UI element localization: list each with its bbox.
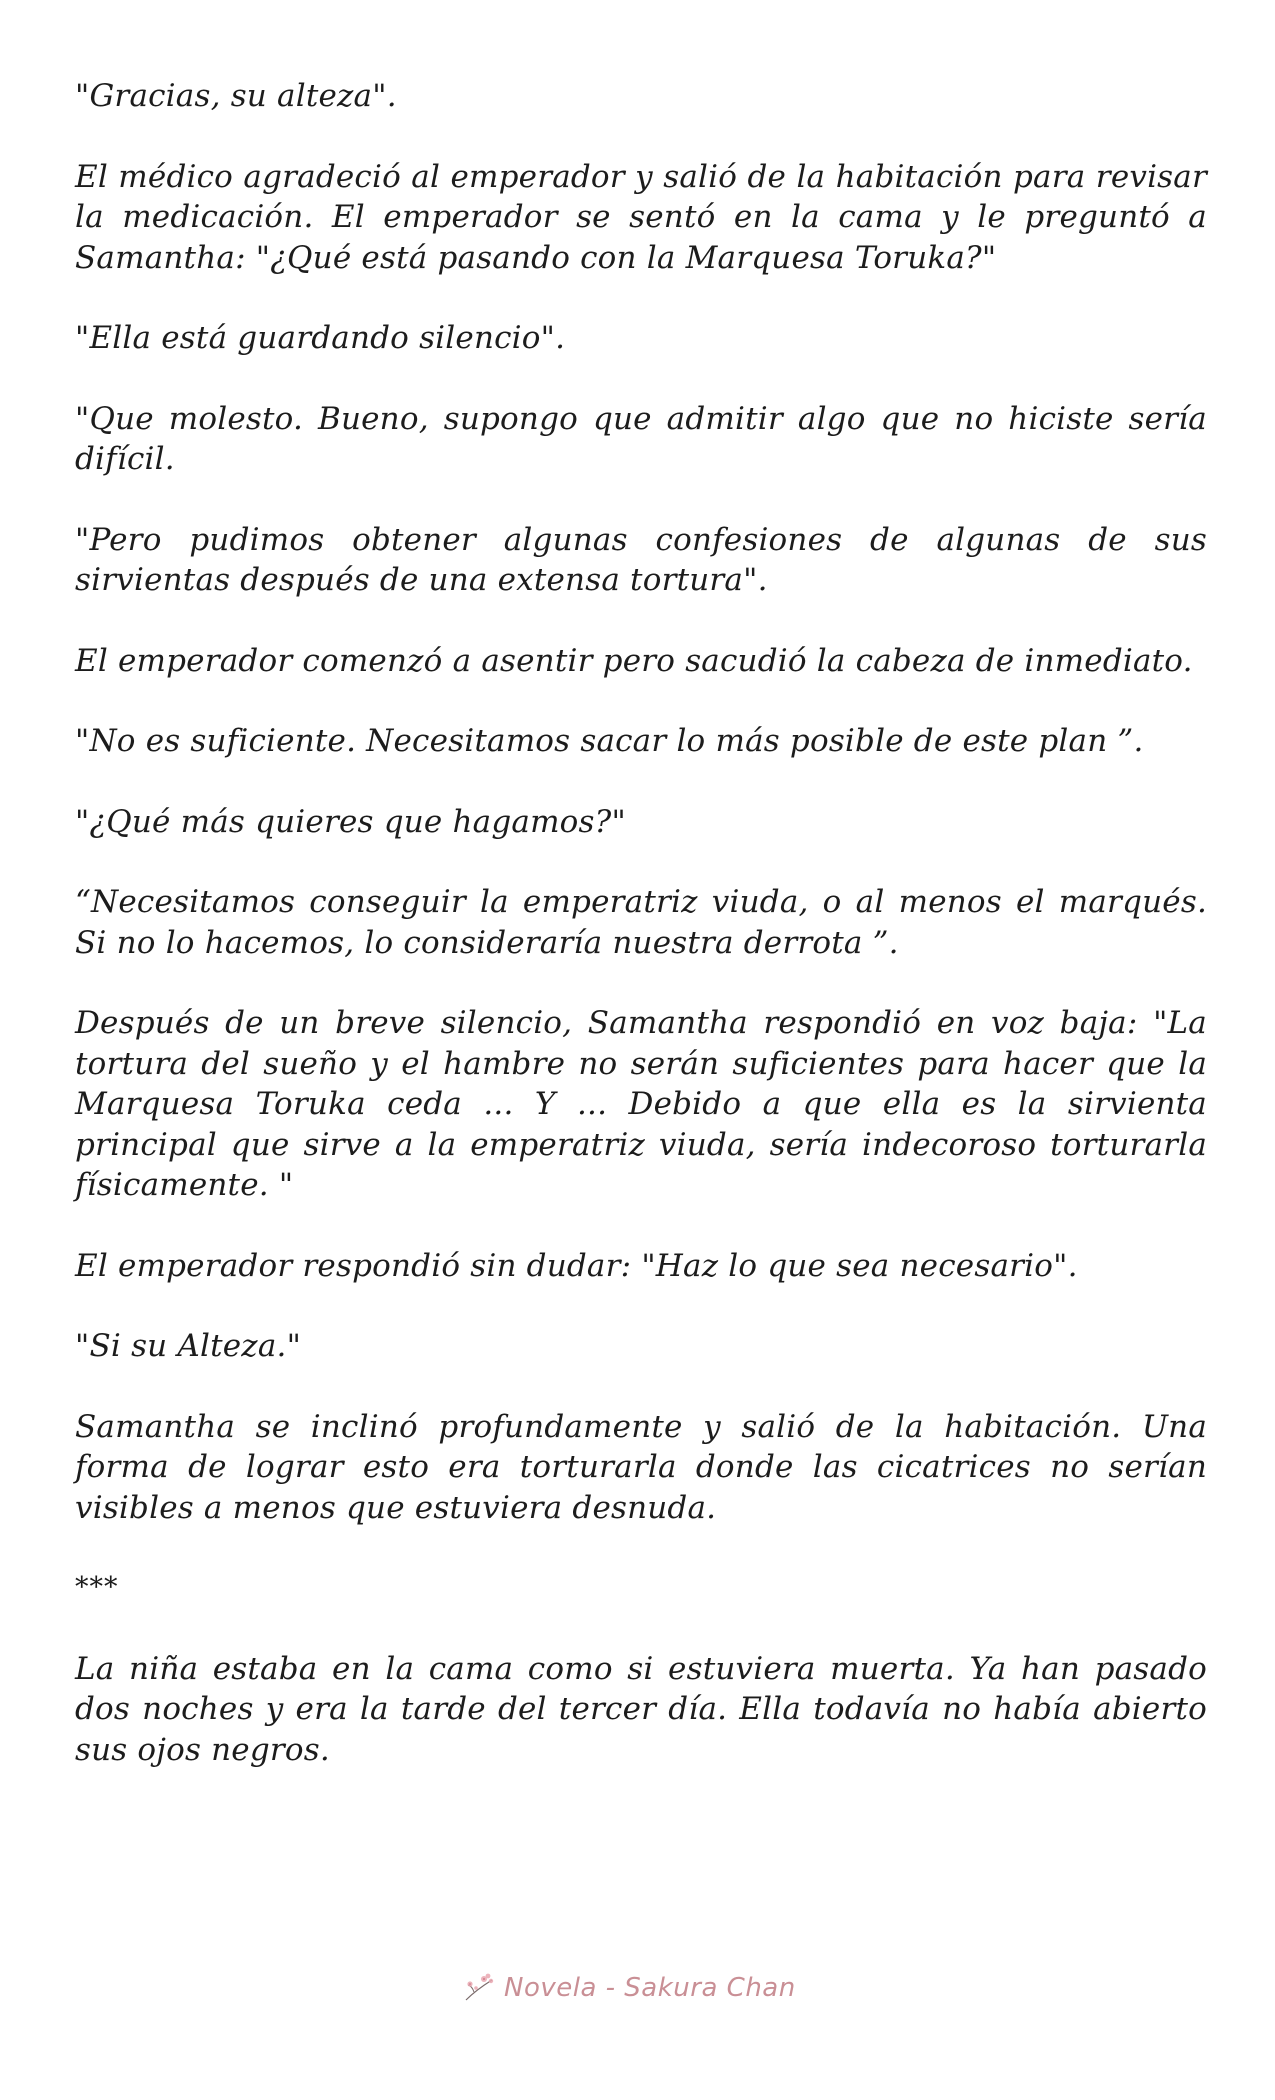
watermark <box>462 1968 796 2008</box>
paragraph: "Ella está guardando silencio". <box>75 320 566 356</box>
sakura-blossom-icon <box>462 1970 498 2006</box>
document-body <box>75 76 1207 1810</box>
paragraph: "¿Qué más quieres que hagamos?" <box>75 803 626 840</box>
paragraph: "Si su Alteza." <box>75 1328 302 1364</box>
paragraph: La niña estaba en la cama como si estuviera muerta. Ya han pasado dos noches y era la tarde del tercer día. Ella todavía no había abierto sus ojos negros. <box>75 1650 1207 1768</box>
paragraph: El médico agradeció al emperador y salió de la habitación para revisar la medicación. El emperador se sentó en la cama y le preguntó a Samantha: "¿Qué está pasando con la Marquesa Toruka?" <box>75 158 1207 276</box>
paragraph: Después de un breve silencio, Samantha respondió en voz baja: "La tortura del sueño y el hambre no serán suficientes para hacer que la Marquesa Toruka ceda ... Y ... Debido a que ella es la sirvienta principal que sirve a la emperatriz viuda, sería indecoroso torturarla físicamente. " <box>75 1005 1207 1203</box>
paragraph: Samantha se inclinó profundamente y salió de la habitación. Una forma de lograr esto era torturarla donde las cicatrices no serían visibles a menos que estuviera desnuda. <box>75 1408 1207 1526</box>
scene-separator: *** <box>75 1572 119 1603</box>
paragraph: El emperador comenzó a asentir pero sacudió la cabeza de inmediato. <box>75 642 1193 679</box>
paragraph: "No es suficiente. Necesitamos sacar lo más posible de este plan ”. <box>75 723 1144 759</box>
paragraph: "Gracias, su alteza". <box>75 78 397 114</box>
paragraph: "Pero pudimos obtener algunas confesiones de algunas de sus sirvientas después de una extensa tortura". <box>75 521 1207 598</box>
watermark-text: Novela - Sakura Chan <box>504 1973 796 2003</box>
paragraph: “Necesitamos conseguir la emperatriz viuda, o al menos el marqués. Si no lo hacemos, lo consideraría nuestra derrota ”. <box>75 884 1207 961</box>
paragraph: "Que molesto. Bueno, supongo que admitir algo que no hiciste sería difícil. <box>75 400 1207 477</box>
paragraph: El emperador respondió sin dudar: "Haz lo que sea necesario". <box>75 1247 1078 1284</box>
